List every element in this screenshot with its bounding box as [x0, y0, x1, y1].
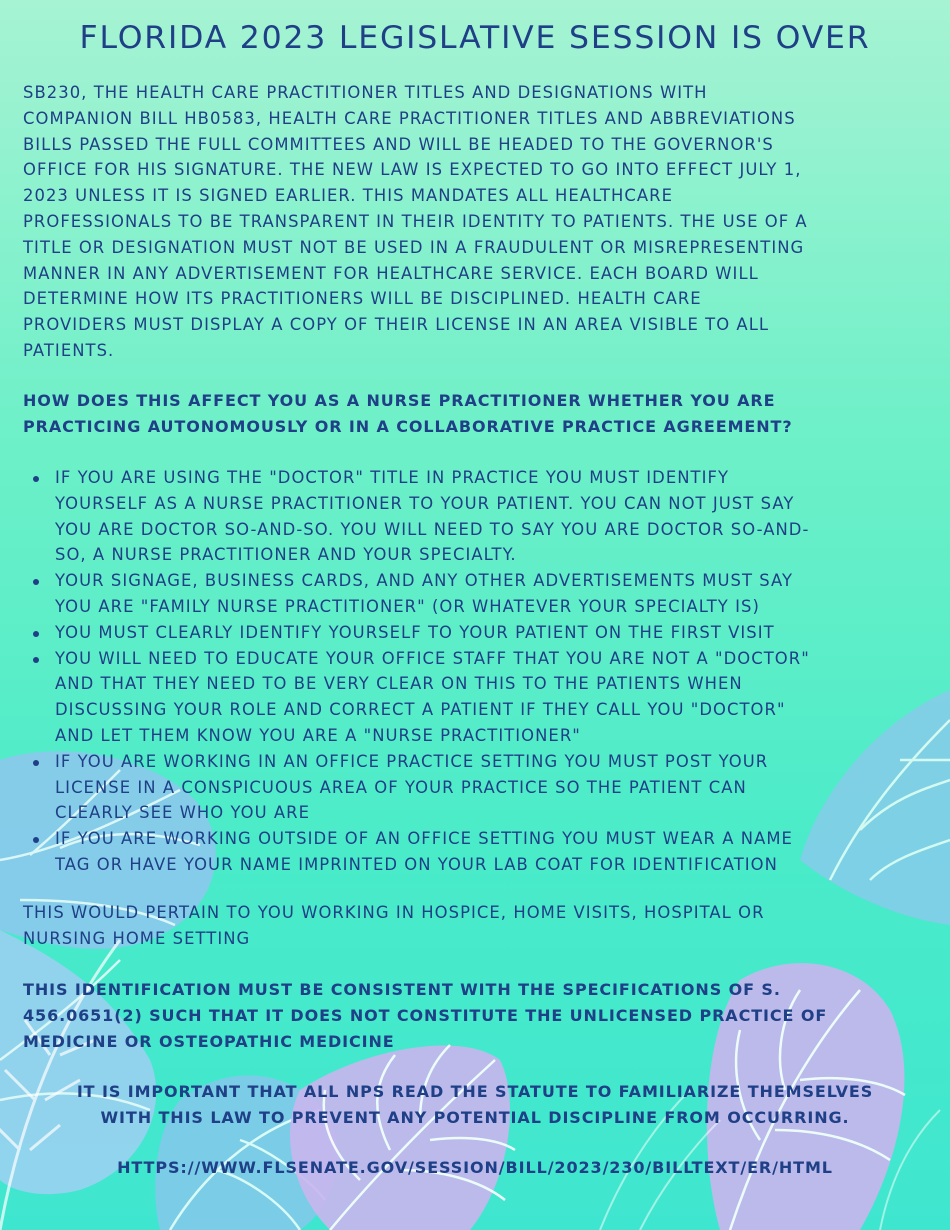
list-item-line: YOU WILL NEED TO EDUCATE YOUR OFFICE STAFF THAT YOU ARE NOT A "DOCTOR"	[55, 648, 810, 668]
bullet-icon	[33, 837, 39, 843]
intro-line: PATIENTS.	[23, 340, 115, 360]
intro-line: 2023 UNLESS IT IS SIGNED EARLIER. THIS MANDATES ALL HEALTHCARE	[23, 186, 674, 206]
intro-line: BILLS PASSED THE FULL COMMITTEES AND WILL BE HEADED TO THE GOVERNOR'S	[23, 134, 774, 154]
important-line: IT IS IMPORTANT THAT ALL NPS READ THE STATUTE TO FAMILIARIZE THEMSELVES	[76, 1082, 874, 1101]
question-heading	[23, 388, 928, 440]
requirements-list	[23, 465, 928, 878]
list-item-line: YOUR SIGNAGE, BUSINESS CARDS, AND ANY OTHER ADVERTISEMENTS MUST SAY	[55, 571, 794, 591]
consistent-line: THIS IDENTIFICATION MUST BE CONSISTENT WITH THE SPECIFICATIONS OF S.	[23, 980, 781, 999]
statute-url[interactable]: HTTPS://WWW.FLSENATE.GOV/SESSION/BILL/2023/230/BILLTEXT/ER/HTML	[117, 1158, 833, 1177]
intro-line: PROFESSIONALS TO BE TRANSPARENT IN THEIR IDENTITY TO PATIENTS. THE USE OF A	[23, 211, 808, 231]
intro-line: SB230, THE HEALTH CARE PRACTITIONER TITLES AND DESIGNATIONS WITH	[23, 83, 708, 102]
list-item-line: LICENSE IN A CONSPICUOUS AREA OF YOUR PRACTICE SO THE PATIENT CAN	[55, 777, 747, 797]
important-line: WITH THIS LAW TO PREVENT ANY POTENTIAL DISCIPLINE FROM OCCURRING.	[100, 1107, 850, 1127]
list-item-line: IF YOU ARE USING THE "DOCTOR" TITLE IN PRACTICE YOU MUST IDENTIFY	[55, 468, 730, 487]
list-item-line: SO, A NURSE PRACTITIONER AND YOUR SPECIALTY.	[55, 545, 517, 565]
bullet-icon	[33, 579, 39, 585]
list-item-line: IF YOU ARE WORKING OUTSIDE OF AN OFFICE SETTING YOU MUST WEAR A NAME	[55, 829, 793, 849]
intro-line: TITLE OR DESIGNATION MUST NOT BE USED IN A FRAUDULENT OR MISREPRESENTING	[23, 237, 805, 257]
page-title: FLORIDA 2023 LEGISLATIVE SESSION IS OVER	[79, 20, 871, 56]
list-item	[23, 646, 928, 749]
intro-line: COMPANION BILL HB0583, HEALTH CARE PRACTITIONER TITLES AND ABBREVIATIONS	[23, 108, 796, 128]
intro-line: MANNER IN ANY ADVERTISEMENT FOR HEALTHCARE SERVICE. EACH BOARD WILL	[23, 263, 759, 283]
consistent-line: 456.0651(2) SUCH THAT IT DOES NOT CONSTITUTE THE UNLICENSED PRACTICE OF	[23, 1005, 828, 1025]
list-item-line: AND LET THEM KNOW YOU ARE A "NURSE PRACTITIONER"	[55, 725, 581, 745]
intro-line: DETERMINE HOW ITS PRACTITIONERS WILL BE DISCIPLINED. HEALTH CARE	[23, 289, 702, 309]
consistent-line: MEDICINE OR OSTEOPATHIC MEDICINE	[23, 1031, 395, 1051]
intro-paragraph	[23, 80, 928, 364]
list-item-line: YOU ARE DOCTOR SO-AND-SO. YOU WILL NEED TO SAY YOU ARE DOCTOR SO-AND-	[55, 519, 810, 539]
pertain-paragraph	[23, 900, 928, 952]
question-line: PRACTICING AUTONOMOUSLY OR IN A COLLABORATIVE PRACTICE AGREEMENT?	[23, 416, 793, 436]
intro-line: OFFICE FOR HIS SIGNATURE. THE NEW LAW IS EXPECTED TO GO INTO EFFECT JULY 1,	[23, 160, 802, 180]
list-item	[23, 465, 928, 568]
pertain-line: NURSING HOME SETTING	[23, 928, 251, 948]
important-paragraph	[0, 1079, 950, 1131]
bullet-icon	[33, 760, 39, 766]
statute-link[interactable]	[0, 1155, 950, 1181]
list-item-line: YOU ARE "FAMILY NURSE PRACTITIONER" (OR WHATEVER YOUR SPECIALTY IS)	[55, 596, 760, 616]
list-item-line: YOU MUST CLEARLY IDENTIFY YOURSELF TO YOUR PATIENT ON THE FIRST VISIT	[55, 622, 775, 642]
bullet-icon	[33, 657, 39, 663]
list-item	[23, 568, 928, 620]
consistent-paragraph	[23, 977, 928, 1054]
pertain-line: THIS WOULD PERTAIN TO YOU WORKING IN HOSPICE, HOME VISITS, HOSPITAL OR	[23, 903, 765, 922]
bullet-icon	[33, 631, 39, 637]
list-item-line: YOURSELF AS A NURSE PRACTITIONER TO YOUR PATIENT. YOU CAN NOT JUST SAY	[55, 493, 795, 513]
list-item	[23, 826, 928, 878]
list-item	[23, 749, 928, 826]
bullet-icon	[33, 476, 39, 482]
list-item-line: CLEARLY SEE WHO YOU ARE	[55, 803, 311, 823]
list-item-line: IF YOU ARE WORKING IN AN OFFICE PRACTICE SETTING YOU MUST POST YOUR	[55, 751, 769, 771]
list-item-line: AND THAT THEY NEED TO BE VERY CLEAR ON THIS TO THE PATIENTS WHEN	[55, 674, 743, 694]
list-item-line: TAG OR HAVE YOUR NAME IMPRINTED ON YOUR LAB COAT FOR IDENTIFICATION	[55, 854, 778, 874]
intro-line: PROVIDERS MUST DISPLAY A COPY OF THEIR LICENSE IN AN AREA VISIBLE TO ALL	[23, 315, 770, 335]
list-item	[23, 620, 928, 646]
question-line: HOW DOES THIS AFFECT YOU AS A NURSE PRACTITIONER WHETHER YOU ARE	[23, 391, 776, 410]
list-item-line: DISCUSSING YOUR ROLE AND CORRECT A PATIENT IF THEY CALL YOU "DOCTOR"	[55, 700, 786, 720]
